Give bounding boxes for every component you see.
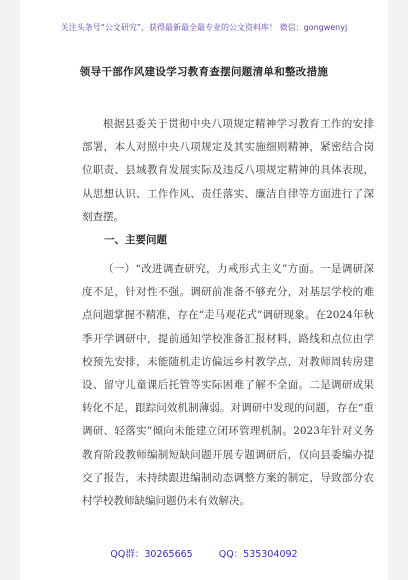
qq-group-number: QQ群：30265665 [110, 549, 193, 560]
document-title: 领导干部作风建设学习教育查摆问题清单和整改措施 [79, 66, 329, 78]
intro-paragraph: 根据县委关于贯彻中央八项规定精神学习教育工作的安排部署，本人对照中央八项规定及其实施细则精神，紧密结合岗位职责、县域教育发展实际及违反八项规定精神的具体表现，从思想认识、工作作风、责任落实、廉洁自律等方面进行了深刻查摆。 [82, 118, 374, 223]
contact-footer [20, 546, 388, 560]
qq-number: QQ：535304092 [218, 549, 298, 560]
promo-banner: 关注头条号“公文研究”，获得最新最全最专业的公文资料库！ 微信：gongwenyj [60, 23, 348, 32]
document-page [20, 0, 388, 580]
issue-paragraph: （一）“改进调查研究，力戒形式主义”方面。一是调研深度不足，针对性不强。调研前准备不够充分，对基层学校的难点问题掌握不精准，存在“走马观花式”调研现象。在2024年秋季开学调研中，提前通知学校准备汇报材料，路线和点位由学校预先安排，未能随机走访偏远乡村教学点，对教师周转房建设、留守儿童课后托管等实际困难了解不全面。二是调研成果转化不足，跟踪问效机制薄弱。对调研中发现的问题，存在“重调研、轻落实”倾向未能建立闭环管理机制。2023年针对义务教育阶段教师编制短缺问题开展专题调研后，仅向县委编办提交了报告，未持续跟进编制动态调整方案的制定，导致部分农村学校教师缺编问题仍未有效解决。 [82, 263, 374, 508]
section-heading: 一、主要问题 [104, 234, 167, 246]
